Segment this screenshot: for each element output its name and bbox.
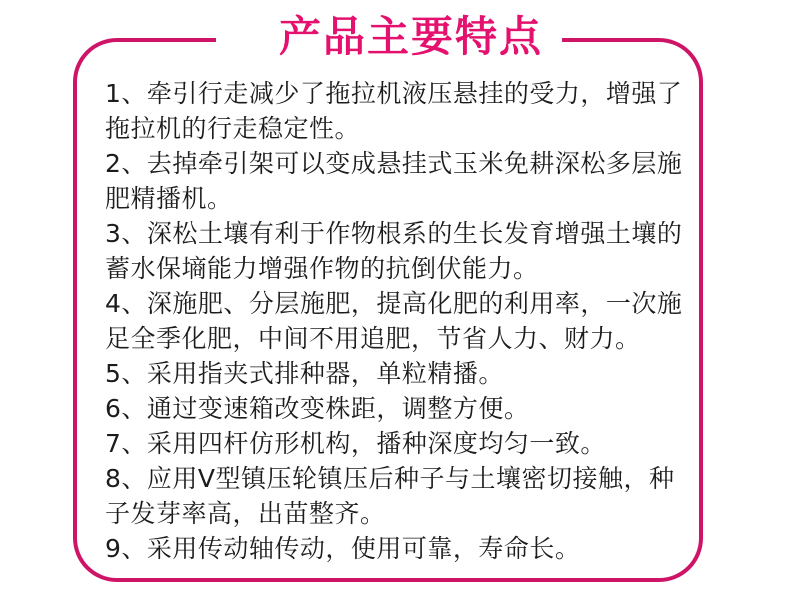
feature-line: 6、通过变速箱改变株距，调整方便。 xyxy=(105,394,530,423)
page-title: 产品主要特点 xyxy=(279,12,544,61)
feature-line: 3、深松土壤有利于作物根系的生长发育增强土壤的 xyxy=(105,219,683,248)
feature-line: 子发芽率高，出苗整齐。 xyxy=(105,499,386,528)
feature-line: 8、应用V型镇压轮镇压后种子与土壤密切接触，种 xyxy=(105,464,675,493)
feature-line: 蓄水保墒能力增强作物的抗倒伏能力。 xyxy=(105,254,539,283)
feature-line: 肥精播机。 xyxy=(105,184,233,213)
feature-line: 5、采用指夹式排种器，单粒精播。 xyxy=(105,359,504,388)
feature-line: 9、采用传动轴传动，使用可靠，寿命长。 xyxy=(105,534,581,563)
feature-line: 4、深施肥、分层施肥，提高化肥的利用率，一次施 xyxy=(105,289,683,318)
feature-line: 1、牵引行走减少了拖拉机液压悬挂的受力，增强了 xyxy=(105,79,683,108)
feature-line: 足全季化肥，中间不用追肥，节省人力、财力。 xyxy=(105,324,641,353)
feature-line: 7、采用四杆仿形机构，播种深度均匀一致。 xyxy=(105,429,606,458)
feature-line: 拖拉机的行走稳定性。 xyxy=(105,114,361,143)
feature-list xyxy=(105,76,701,566)
feature-line: 2、去掉牵引架可以变成悬挂式玉米免耕深松多层施 xyxy=(105,149,683,178)
